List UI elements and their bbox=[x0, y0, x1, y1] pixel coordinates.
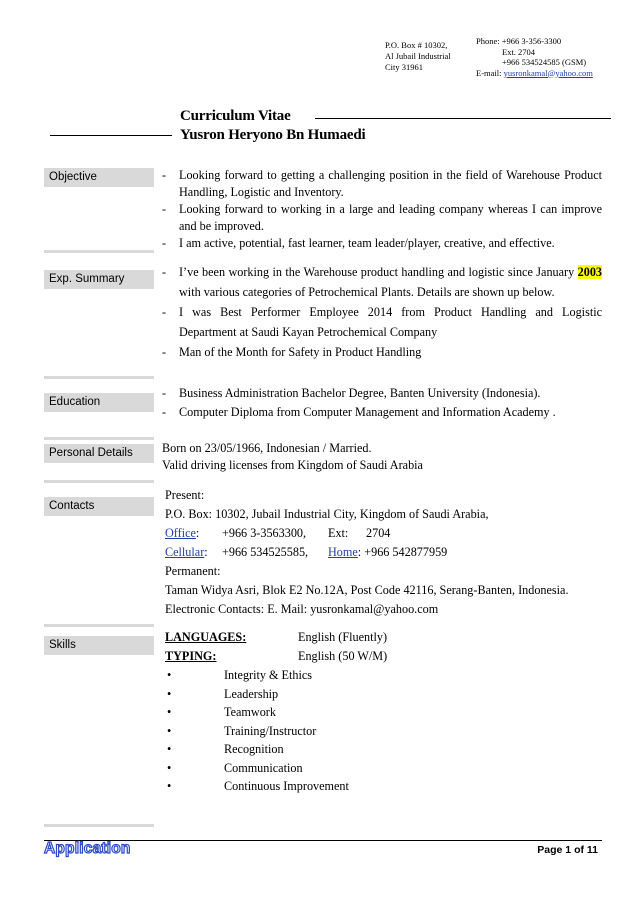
person-name: Yusron Heryono Bn Humaedi bbox=[180, 127, 366, 143]
contact-line: Present: bbox=[165, 488, 205, 502]
page-number: Page 1 of 11 bbox=[537, 844, 598, 856]
section-label-objective: Objective bbox=[44, 168, 154, 187]
typing-row: TYPING: English (50 W/M) bbox=[165, 647, 605, 666]
cellular-link[interactable]: Cellular bbox=[165, 545, 205, 559]
list-item: • Continuous Improvement bbox=[167, 779, 349, 793]
contacts-content bbox=[165, 486, 605, 619]
address-line: Al Jubail Industrial bbox=[385, 51, 451, 61]
list-item: • Communication bbox=[167, 760, 303, 775]
cv-title: Curriculum Vitae bbox=[180, 108, 291, 124]
typing-label: TYPING bbox=[165, 649, 213, 663]
list-item: - Man of the Month for Safety in Product Handling bbox=[162, 345, 422, 359]
contact-line: Permanent: bbox=[165, 564, 221, 578]
section-label-bar bbox=[44, 480, 154, 483]
section-label-bar bbox=[44, 624, 154, 627]
section-label-bar bbox=[44, 376, 154, 379]
cellular-phone: +966 534525585, bbox=[222, 545, 309, 559]
personal-line: Valid driving licenses from Kingdom of Saudi Arabia bbox=[162, 458, 423, 472]
exp-content bbox=[162, 262, 602, 362]
list-item: - Computer Diploma from Computer Management and Information Academy . bbox=[162, 405, 556, 419]
phone-line: Phone: +966 3-356-3300 bbox=[476, 36, 562, 46]
list-item: • Recognition bbox=[167, 742, 284, 756]
section-label-bar bbox=[44, 824, 154, 827]
languages-value: English (Fluently) bbox=[298, 630, 388, 644]
address-line: P.O. Box # 10302, bbox=[385, 40, 448, 50]
name-rule bbox=[50, 135, 172, 136]
cellular-row: Cellular: +966 534525585, Home: +966 542877959 bbox=[165, 543, 605, 562]
contact-line: P.O. Box: 10302, Jubail Industrial City, Kingdom of Saudi Arabia, bbox=[165, 507, 489, 521]
ext-label: Ext: bbox=[328, 526, 349, 540]
list-item: - I am active, potential, fast learner, team leader/player, creative, and effective. bbox=[162, 236, 555, 250]
skills-content bbox=[165, 628, 605, 796]
home-phone: : +966 542877959 bbox=[357, 545, 448, 559]
personal-line: Born on 23/05/1966, Indonesian / Married. bbox=[162, 441, 372, 455]
email-line bbox=[476, 68, 593, 79]
section-label-bar bbox=[44, 437, 154, 440]
list-item: - Looking forward to working in a large and leading company whereas I can improve and be improved. bbox=[162, 202, 602, 233]
ext-line: Ext. 2704 bbox=[502, 46, 536, 57]
home-link[interactable]: Home bbox=[328, 545, 358, 559]
section-label-bar bbox=[44, 250, 154, 253]
application-wordmark: Application bbox=[44, 840, 131, 857]
title-rule bbox=[315, 118, 611, 119]
section-label-contacts: Contacts bbox=[44, 497, 154, 516]
personal-content bbox=[162, 440, 602, 474]
education-content bbox=[162, 384, 602, 422]
header-phone bbox=[476, 36, 593, 78]
ext-value: 2704 bbox=[366, 526, 391, 540]
address-line: City 31961 bbox=[385, 62, 424, 72]
list-item: - Looking forward to getting a challenging position in the field of Warehouse Product Handling, Logistic and Inventory. bbox=[162, 168, 602, 199]
contact-line: Taman Widya Asri, Blok E2 No.12A, Post Code 42116, Serang-Banten, Indonesia. bbox=[165, 583, 569, 597]
gsm-line: +966 534524585 (GSM) bbox=[502, 57, 587, 67]
language-row: LANGUAGES: English (Fluently) bbox=[165, 628, 605, 647]
list-item: - I was Best Performer Employee 2014 from Product Handling and Logistic Department at Saudi Kayan Petrochemical Company bbox=[162, 305, 602, 339]
typing-value: English (50 W/M) bbox=[298, 649, 388, 663]
list-item: - I’ve been working in the Warehouse product handling and logistic since January 2003 with various categories of Petrochemical Plants. Details are shown up below. bbox=[162, 265, 603, 299]
objective-content bbox=[162, 167, 602, 252]
section-label-personal: Personal Details bbox=[44, 444, 154, 463]
email-link[interactable]: yusronkamal@yahoo.com bbox=[503, 67, 593, 78]
section-label-exp: Exp. Summary bbox=[44, 270, 154, 289]
office-link[interactable]: Office bbox=[165, 526, 196, 540]
list-item: • Training/Instructor bbox=[167, 723, 317, 738]
contact-line: Electronic Contacts: E. Mail: yusronkamal@yahoo.com bbox=[165, 602, 439, 616]
list-item: • Teamwork bbox=[167, 705, 276, 719]
email-label: E-mail: bbox=[476, 67, 504, 78]
header-address bbox=[385, 40, 451, 73]
section-label-education: Education bbox=[44, 393, 154, 412]
list-item: • Leadership bbox=[167, 686, 279, 701]
office-row: Office: +966 3-3563300, Ext: 2704 bbox=[165, 524, 605, 543]
office-phone: +966 3-3563300, bbox=[222, 526, 307, 540]
list-item: • Integrity & Ethics bbox=[167, 668, 313, 682]
section-label-skills: Skills bbox=[44, 636, 154, 655]
list-item: - Business Administration Bachelor Degree, Banten University (Indonesia). bbox=[162, 386, 541, 400]
languages-label: LANGUAGES bbox=[165, 630, 243, 644]
